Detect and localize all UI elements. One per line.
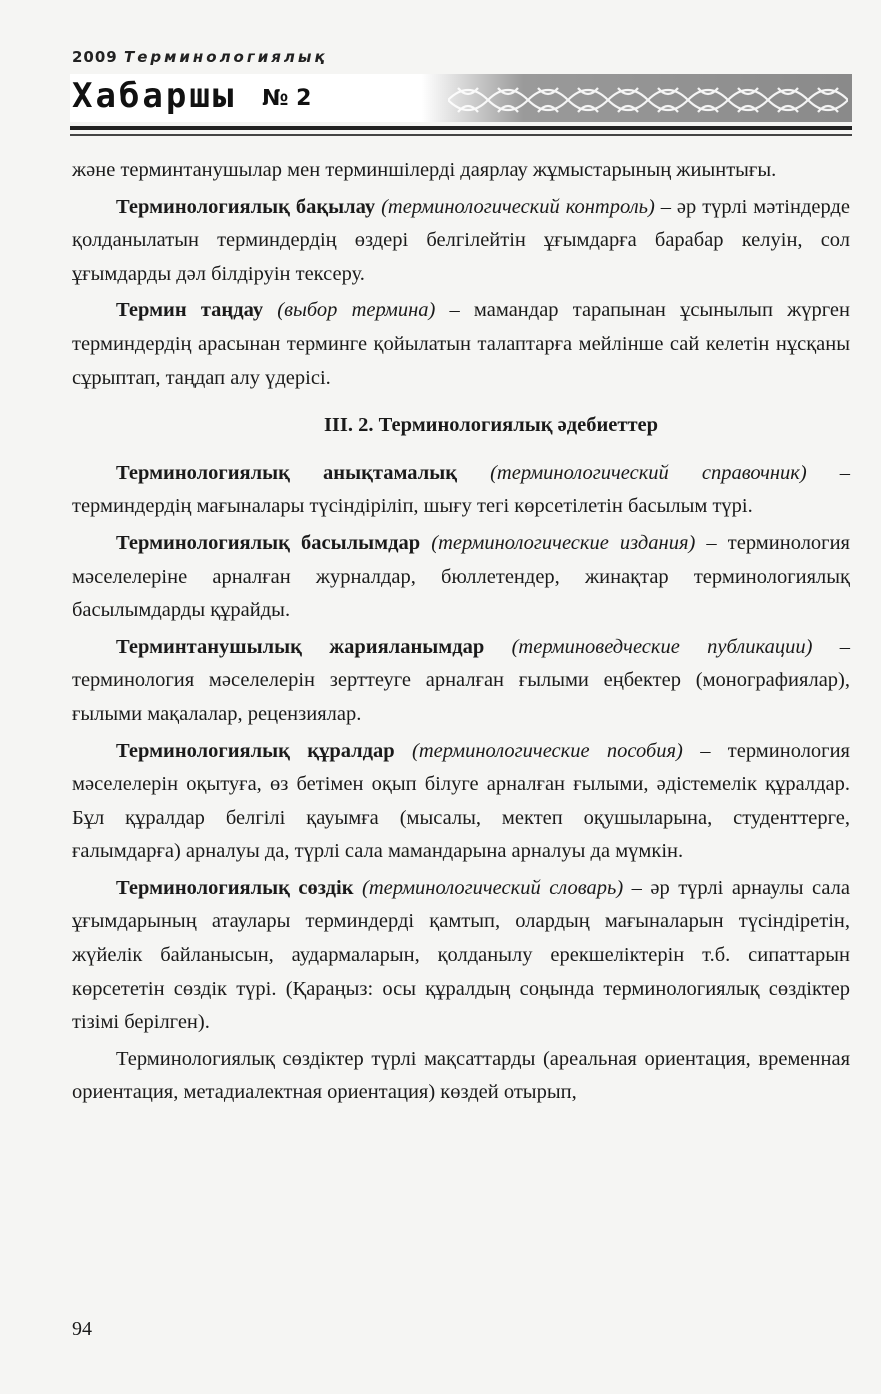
definition-paragraph — [72, 631, 850, 732]
definition-paragraph — [72, 527, 850, 628]
term-definition: – әр түрлі мәтіндерде қолданылатын терминдердің өздері белгілейтін ұғымдарға барабар келуін, сол ұғымдарды дәл білдіруін тексеру. — [72, 195, 850, 285]
term-definition: – терминология мәселелерін оқытуға, өз бетімен оқып білуге арналған ғылыми, әдістемелік құралдар. Бұл құралдар белгілі қауымға (мысалы, мектеп оқушыларына, студенттерге, ғалымдарға) арналуы да, түрлі сала мамандарына арналуы да мүмкін. — [72, 739, 850, 863]
definition-paragraph — [72, 294, 850, 395]
term-definition: – терминология мәселелеріне арналған журналдар, бюллетендер, жинақтар терминологиялық басылымдарды құрайды. — [72, 531, 850, 622]
header-rule-thin — [70, 134, 852, 136]
term-bold: Терминологиялық анықтамалық — [116, 461, 458, 484]
definition-paragraph — [72, 872, 850, 1040]
term-definition: – терминология мәселелерін зерттеуге арналған ғылыми еңбектер (монографиялар), ғылыми мақалалар, рецензиялар. — [72, 635, 850, 725]
header-rule-thick — [70, 126, 852, 130]
term-bold: Терминтанушылық жарияланымдар — [116, 635, 485, 658]
term-russian: (терминологический контроль) — [381, 195, 655, 218]
term-bold: Терминологиялық басылымдар — [116, 531, 421, 554]
page-body — [72, 154, 850, 1110]
term-bold: Терминологиялық сөздік — [116, 876, 354, 899]
term-definition: – әр түрлі арнаулы сала ұғымдарының атаулары терминдерді қамтып, олардың мағыналарын түсіндіретін, жүйелік байланысын, аудармаларын, қолданылу ерекшеліктерін т.б. сипаттарын көрсететін сөздік түрі. (Қараңыз: осы құралдың соңында терминологиялық сөздіктер тізімі берілген). — [72, 876, 851, 1034]
header-journal-title: Хабаршы — [72, 76, 237, 116]
header-issue: № 2 — [262, 86, 312, 111]
header-year: 2009 — [72, 48, 118, 66]
term-russian: (терминоведческие публикации) — [511, 635, 813, 658]
paragraph-continuation — [72, 154, 850, 188]
running-header — [70, 48, 852, 140]
definition-paragraph — [72, 191, 850, 292]
definition-paragraph — [72, 457, 850, 524]
paragraph-text: Терминологиялық сөздіктер түрлі мақсаттарды (ареальная ориентация, временная ориентация, метадиалектная ориентация) көздей отырып, — [72, 1047, 850, 1104]
term-bold: Терминологиялық бақылау — [116, 195, 376, 218]
term-russian: (выбор термина) — [277, 299, 436, 322]
term-bold: Термин таңдау — [116, 299, 264, 322]
term-russian: (терминологический словарь) — [362, 876, 624, 899]
header-journal-line — [72, 48, 328, 66]
paragraph-text: және терминтанушылар мен терминшілерді даярлау жұмыстарының жиынтығы. — [72, 159, 777, 181]
page-number: 94 — [72, 1318, 92, 1340]
paragraph — [72, 1043, 850, 1110]
term-russian: (терминологические издания) — [431, 531, 696, 554]
header-journal-top: Терминологиялық — [123, 48, 328, 66]
definition-paragraph — [72, 735, 850, 869]
term-russian: (терминологический справочник) — [490, 461, 807, 484]
term-bold: Терминологиялық құралдар — [116, 739, 395, 762]
ornament-pattern-icon — [448, 78, 848, 122]
term-definition: – мамандар тарапынан ұсынылып жүрген терминдердің арасынан терминге қойылатын талаптарға мейлінше сай келетін нұсқаны сұрыптап, таңдап алу үдерісі. — [72, 299, 850, 389]
section-heading: III. 2. Терминологиялық әдебиеттер — [323, 414, 659, 437]
term-definition: – терминдердің мағыналары түсіндіріліп, шығу тегі көрсетілетін басылым түрі. — [72, 461, 851, 518]
term-russian: (терминологические пособия) — [412, 739, 683, 762]
